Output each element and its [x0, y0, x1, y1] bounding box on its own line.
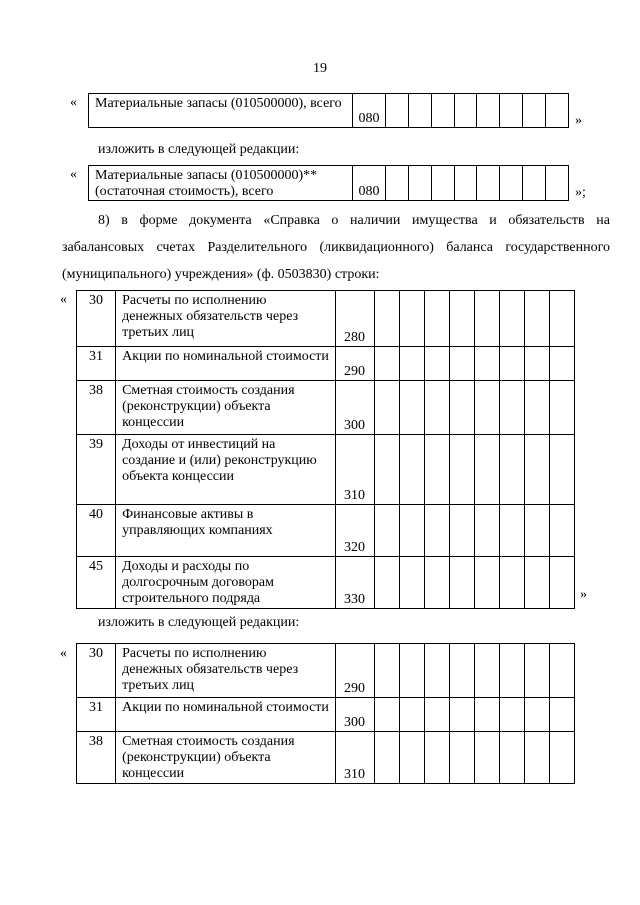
row-code: 290: [335, 347, 374, 381]
row-code: 300: [335, 381, 374, 435]
row-num: 31: [77, 698, 116, 732]
table-3: [76, 290, 575, 609]
quote-open: «: [70, 167, 77, 182]
row-name: Финансовые активы в управляющих компаниях: [116, 505, 335, 557]
row-num: 31: [77, 347, 116, 381]
instruction-1: изложить в следующей редакции:: [98, 142, 300, 157]
row-num: 30: [77, 291, 116, 347]
row-num: 38: [77, 381, 116, 435]
row-name: Акции по номинальной стоимости: [116, 347, 335, 381]
row-name: Сметная стоимость создания (реконструкции) объекта концессии: [116, 732, 335, 784]
row-num: 39: [77, 435, 116, 505]
row-num: 38: [77, 732, 116, 784]
table-2: [88, 165, 569, 201]
row-code: 280: [335, 291, 374, 347]
row-code: 320: [335, 505, 374, 557]
row-code: 310: [335, 435, 374, 505]
quote-open: «: [70, 95, 77, 110]
row-name: Доходы от инвестиций на создание и (или) реконструкцию объекта концессии: [116, 435, 335, 505]
row-num: 30: [77, 644, 116, 698]
row-name: Материальные запасы (010500000), всего: [89, 94, 353, 128]
instruction-2: изложить в следующей редакции:: [98, 615, 300, 630]
row-code: 290: [335, 644, 374, 698]
row-name: Сметная стоимость создания (реконструкции) объекта концессии: [116, 381, 335, 435]
quote-open: «: [60, 646, 67, 661]
paragraph-8: 8) в форме документа «Справка о наличии имущества и обязательств на забалансовых счетах Разделительного (ликвидационного) баланса государственного (муниципального) учреждения» (ф. 0503830) строки:: [62, 213, 610, 282]
quote-open: «: [60, 292, 67, 307]
row-name: Доходы и расходы по долгосрочным договорам строительного подряда: [116, 557, 335, 609]
table-4: [76, 643, 575, 784]
row-num: 40: [77, 505, 116, 557]
row-name: Расчеты по исполнению денежных обязательств через третьих лиц: [116, 291, 335, 347]
row-code: 080: [353, 94, 386, 128]
row-num: 45: [77, 557, 116, 609]
row-name: Акции по номинальной стоимости: [116, 698, 335, 732]
table-1: [88, 93, 569, 128]
row-code: 300: [335, 698, 374, 732]
quote-close: »: [575, 113, 582, 128]
row-name: Расчеты по исполнению денежных обязательств через третьих лиц: [116, 644, 335, 698]
quote-close: »;: [575, 185, 586, 200]
page-number: 19: [313, 61, 327, 76]
row-code: 080: [353, 166, 386, 201]
row-name: Материальные запасы (010500000)** (остаточная стоимость), всего: [89, 166, 353, 201]
row-code: 310: [335, 732, 374, 784]
quote-close: »: [580, 587, 587, 602]
row-code: 330: [335, 557, 374, 609]
